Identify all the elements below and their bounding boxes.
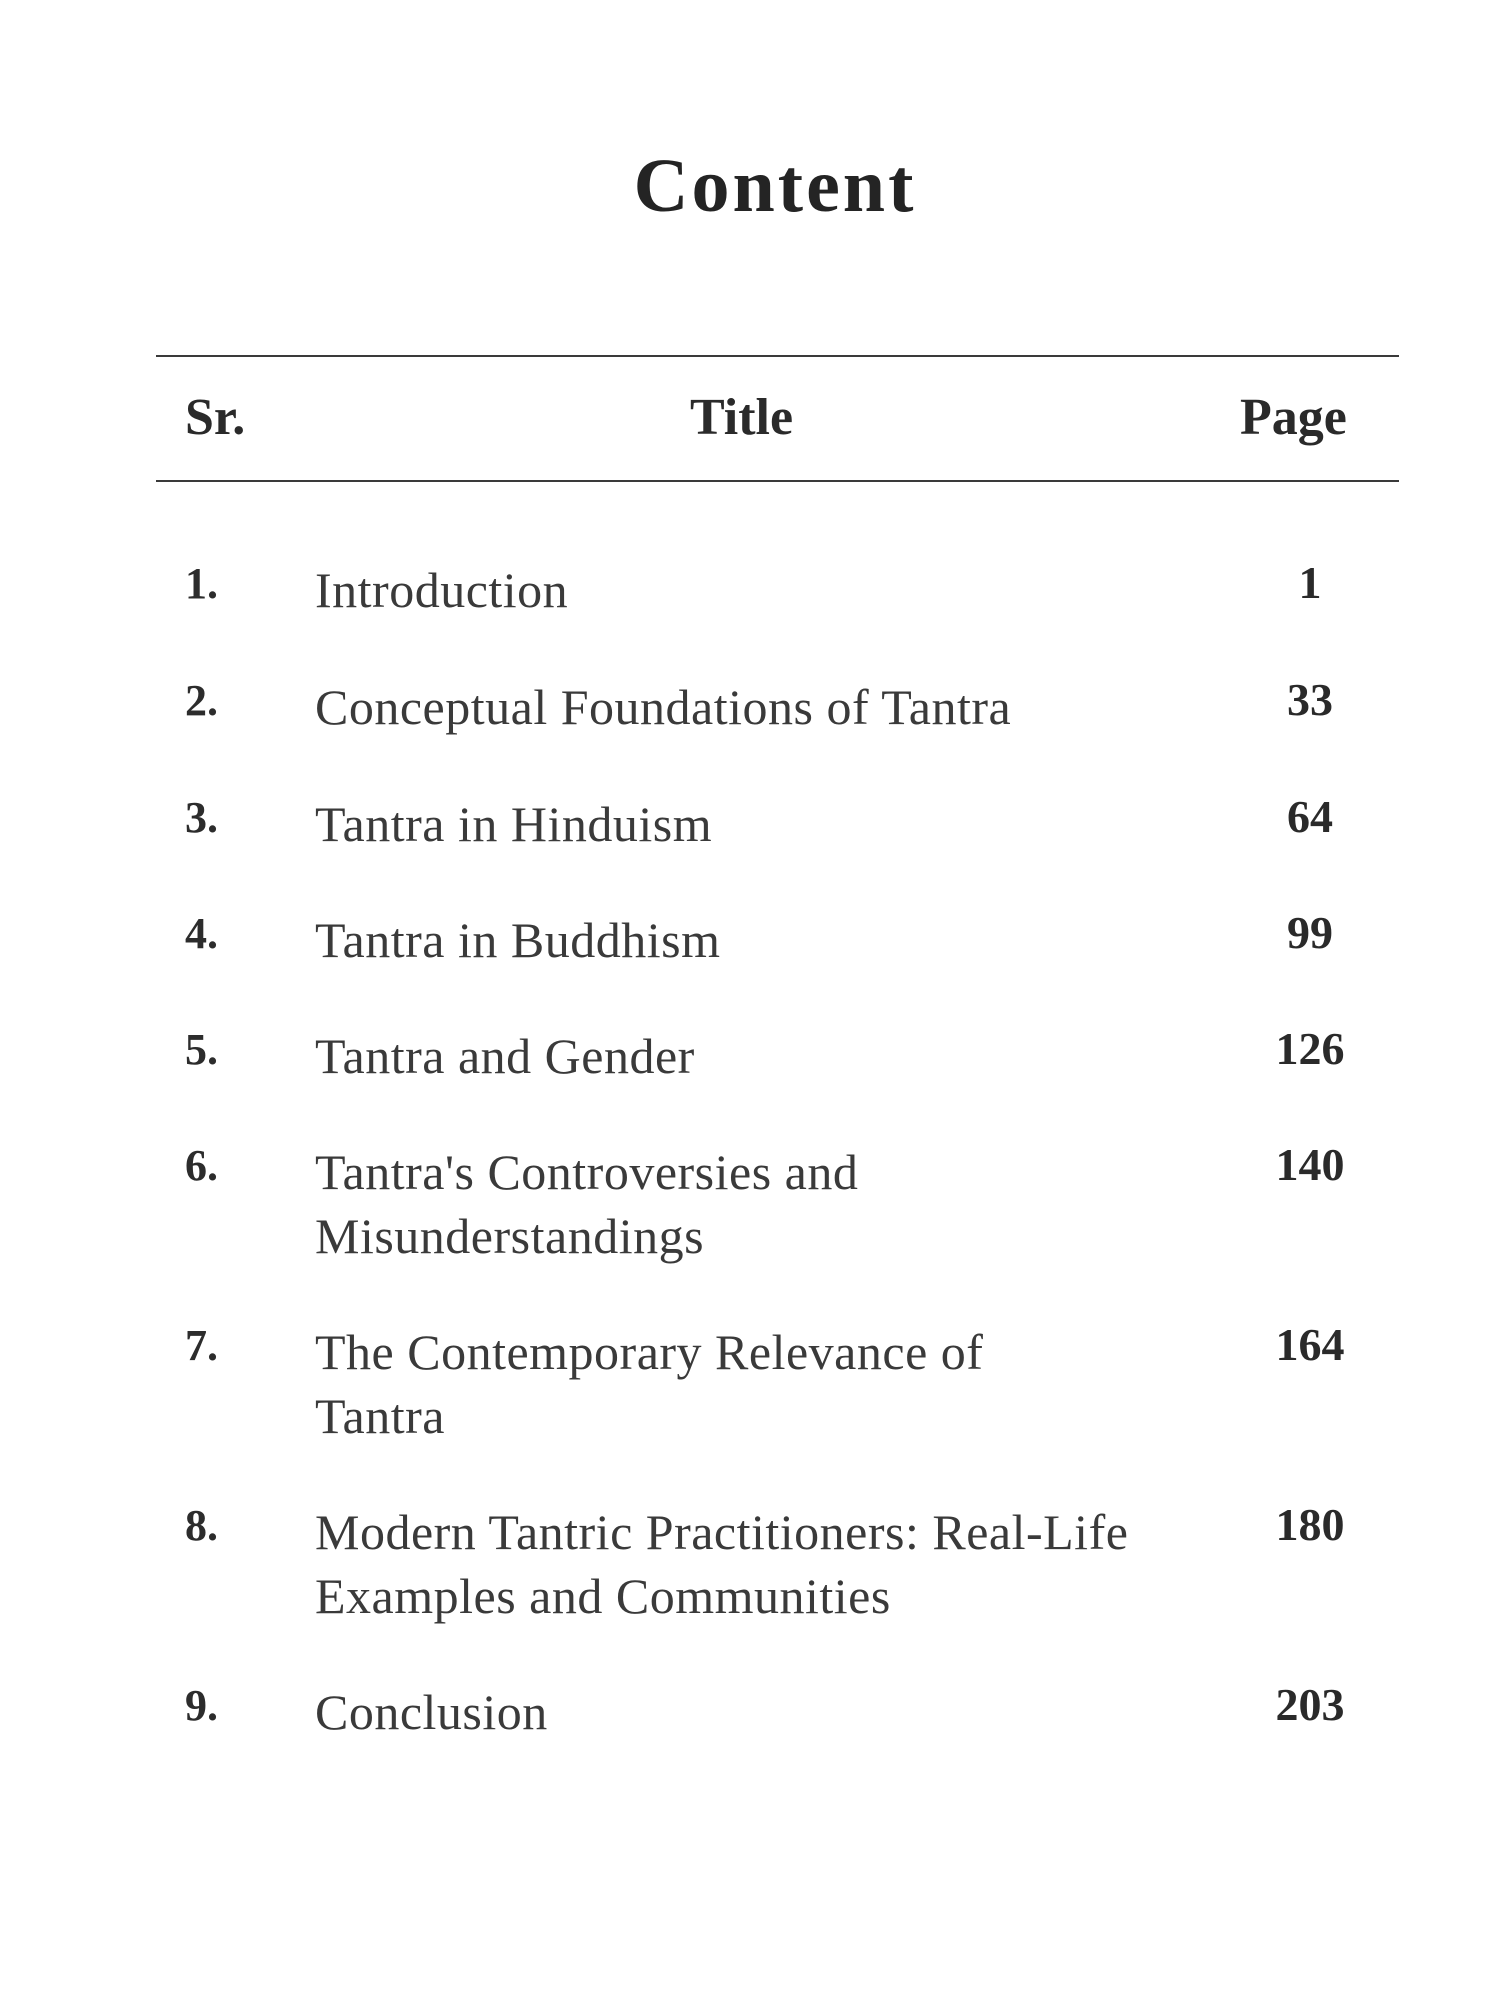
toc-number: 7. bbox=[185, 1321, 218, 1370]
toc-entry-title: The Contemporary Relevance of Tantra bbox=[315, 1324, 984, 1444]
toc-entry-title: Tantra's Controversies and Misunderstandings bbox=[315, 1144, 859, 1264]
toc-page-number: 64 bbox=[1287, 791, 1333, 842]
page-title: Content bbox=[633, 144, 917, 228]
toc-page-number: 33 bbox=[1287, 674, 1333, 725]
header-top-rule bbox=[156, 355, 1399, 357]
toc-number: 9. bbox=[185, 1681, 218, 1730]
header-bottom-rule bbox=[156, 480, 1399, 482]
toc-entry-title: Tantra in Hinduism bbox=[315, 796, 713, 852]
toc-entry-title: Conclusion bbox=[315, 1684, 548, 1740]
header-title: Title bbox=[690, 389, 794, 446]
toc-entry-title: Conceptual Foundations of Tantra bbox=[315, 679, 1012, 735]
toc-page-number: 126 bbox=[1275, 1023, 1345, 1074]
toc-page-number: 164 bbox=[1275, 1319, 1345, 1370]
toc-entry-title: Tantra and Gender bbox=[315, 1028, 695, 1084]
toc-number: 1. bbox=[185, 559, 218, 608]
toc-number: 8. bbox=[185, 1501, 218, 1550]
toc-number: 4. bbox=[185, 909, 218, 958]
toc-number: 5. bbox=[185, 1025, 218, 1074]
header-sr: Sr. bbox=[185, 389, 246, 446]
toc-entry-title: Modern Tantric Practitioners: Real-Life Examples and Communities bbox=[315, 1504, 1129, 1624]
toc-page-number: 1 bbox=[1298, 557, 1322, 608]
toc-number: 3. bbox=[185, 793, 218, 842]
toc-page-number: 180 bbox=[1275, 1499, 1345, 1550]
toc-page-number: 203 bbox=[1275, 1679, 1345, 1730]
header-page: Page bbox=[1240, 389, 1347, 446]
toc-page-number: 99 bbox=[1287, 907, 1333, 958]
toc-number: 2. bbox=[185, 676, 218, 725]
toc-page-number: 140 bbox=[1275, 1139, 1345, 1190]
toc-entry-title: Tantra in Buddhism bbox=[315, 912, 721, 968]
toc-number: 6. bbox=[185, 1141, 218, 1190]
toc-entry-title: Introduction bbox=[315, 562, 569, 618]
